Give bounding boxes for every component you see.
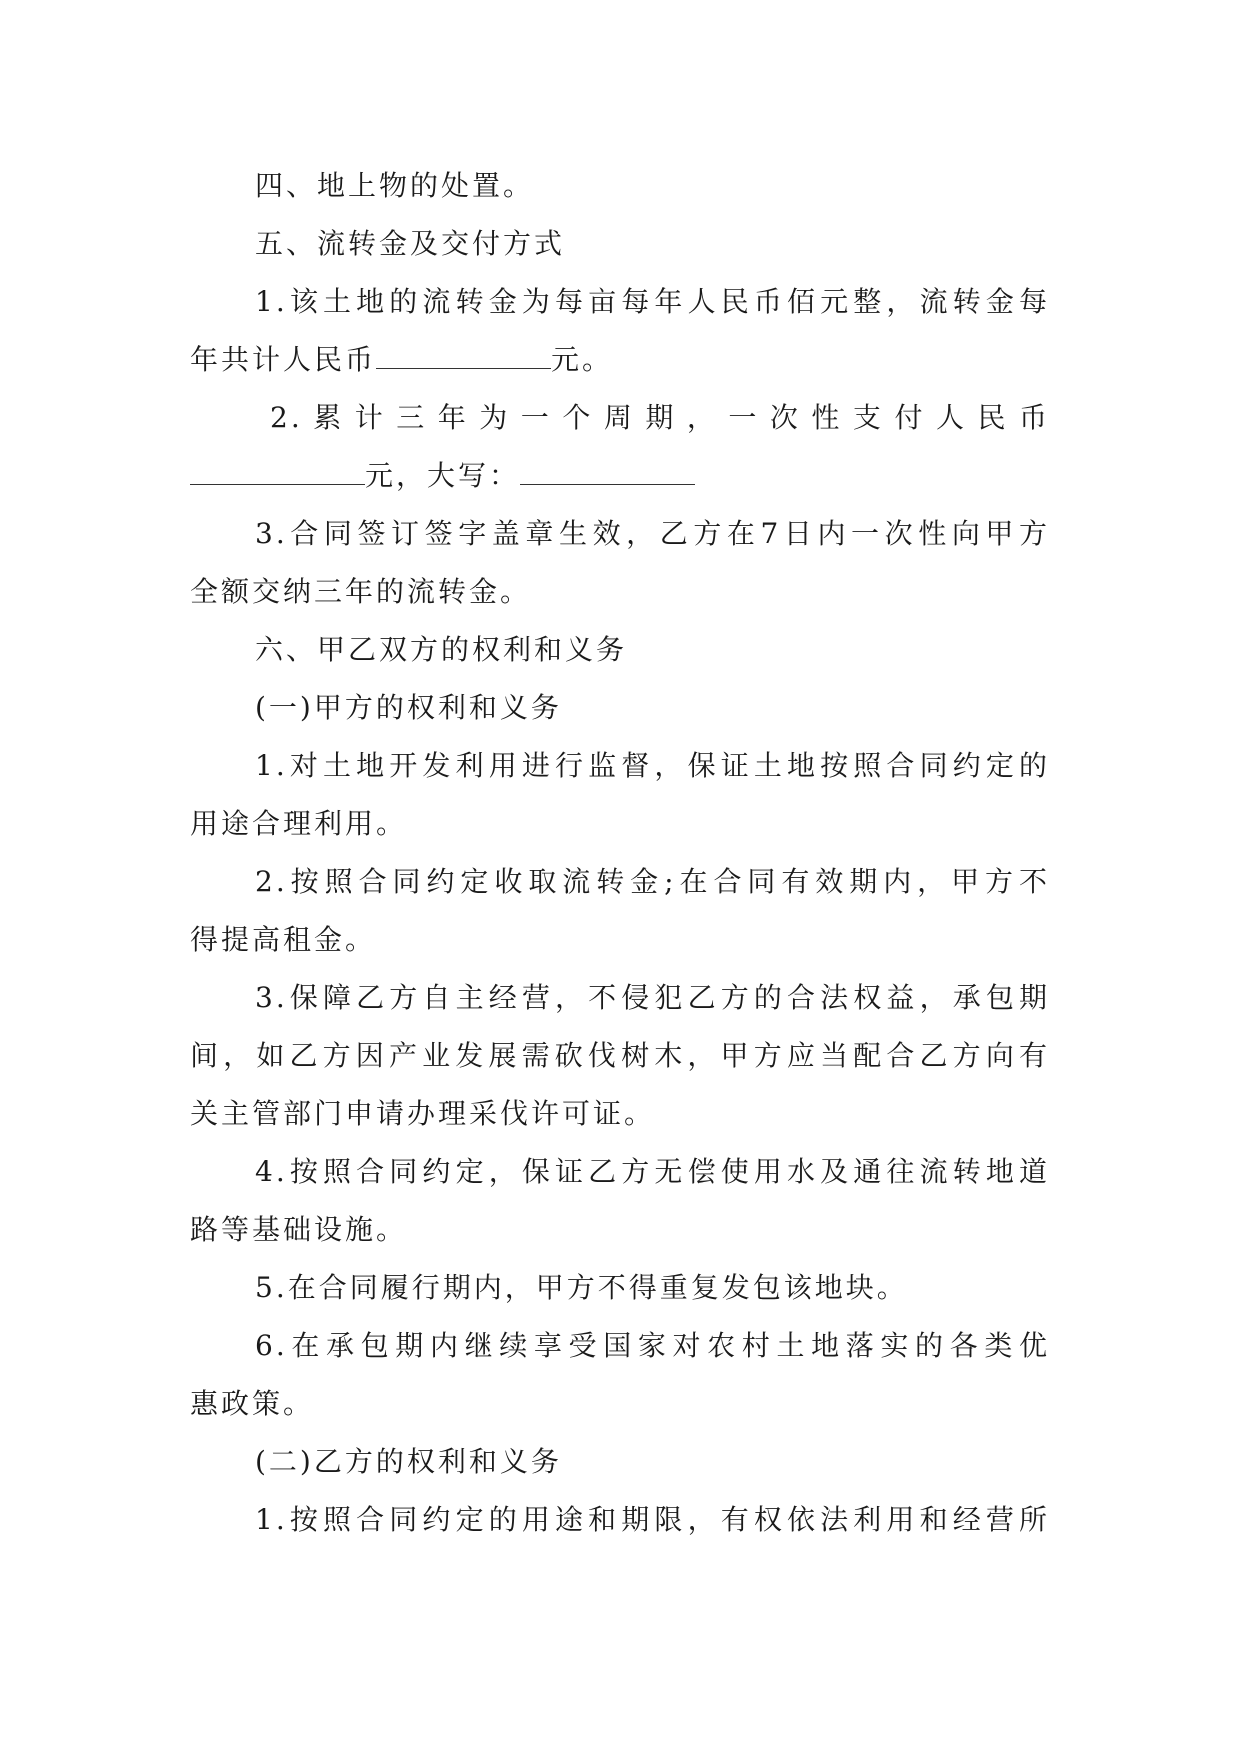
paragraph-line [190, 342, 1050, 378]
fill-in-blank [190, 460, 365, 485]
subsection-heading: (一)甲方的权利和义务 [255, 691, 562, 724]
paragraph-line: 4.按照合同约定，保证乙方无偿使用水及通往流转地道 [255, 1155, 1050, 1188]
subsection-heading: (二)乙方的权利和义务 [255, 1445, 562, 1478]
paragraph-line: 得提高租金。 [190, 923, 377, 956]
paragraph-line: 3.合同签订签字盖章生效，乙方在7日内一次性向甲方 [255, 517, 1050, 550]
paragraph-line: 路等基础设施。 [190, 1213, 408, 1246]
paragraph-line: 2.累计三年为一个周期，一次性支付人民币 [270, 401, 1050, 434]
fill-in-blank [520, 460, 695, 485]
section-heading-6: 六、甲乙双方的权利和义务 [255, 633, 628, 666]
paragraph-line: 6.在承包期内继续享受国家对农村土地落实的各类优 [255, 1329, 1050, 1362]
paragraph-line: 惠政策。 [190, 1387, 315, 1420]
section-heading-5: 五、流转金及交付方式 [255, 227, 566, 260]
fill-in-blank [376, 344, 551, 369]
paragraph-line: 1.对土地开发利用进行监督，保证土地按照合同约定的 [255, 749, 1050, 782]
text-run: 元，大写： [365, 459, 521, 492]
paragraph-line: 间，如乙方因产业发展需砍伐树木，甲方应当配合乙方向有 [190, 1039, 1050, 1072]
paragraph-line: 3.保障乙方自主经营，不侵犯乙方的合法权益，承包期 [255, 981, 1050, 1014]
paragraph-line [190, 458, 1050, 494]
paragraph-line: 全额交纳三年的流转金。 [190, 575, 532, 608]
paragraph-line: 1.按照合同约定的用途和期限，有权依法利用和经营所 [255, 1503, 1050, 1536]
section-heading-4: 四、地上物的处置。 [255, 169, 535, 202]
paragraph-line: 关主管部门申请办理采伐许可证。 [190, 1097, 656, 1130]
text-run: 年共计人民币 [190, 343, 377, 376]
paragraph-line: 用途合理利用。 [190, 807, 408, 840]
text-run: 元。 [551, 343, 614, 376]
paragraph-line: 2.按照合同约定收取流转金;在合同有效期内，甲方不 [255, 865, 1050, 898]
paragraph-line: 1.该土地的流转金为每亩每年人民币佰元整，流转金每 [255, 285, 1050, 318]
paragraph-line: 5.在合同履行期内，甲方不得重复发包该地块。 [255, 1271, 908, 1304]
